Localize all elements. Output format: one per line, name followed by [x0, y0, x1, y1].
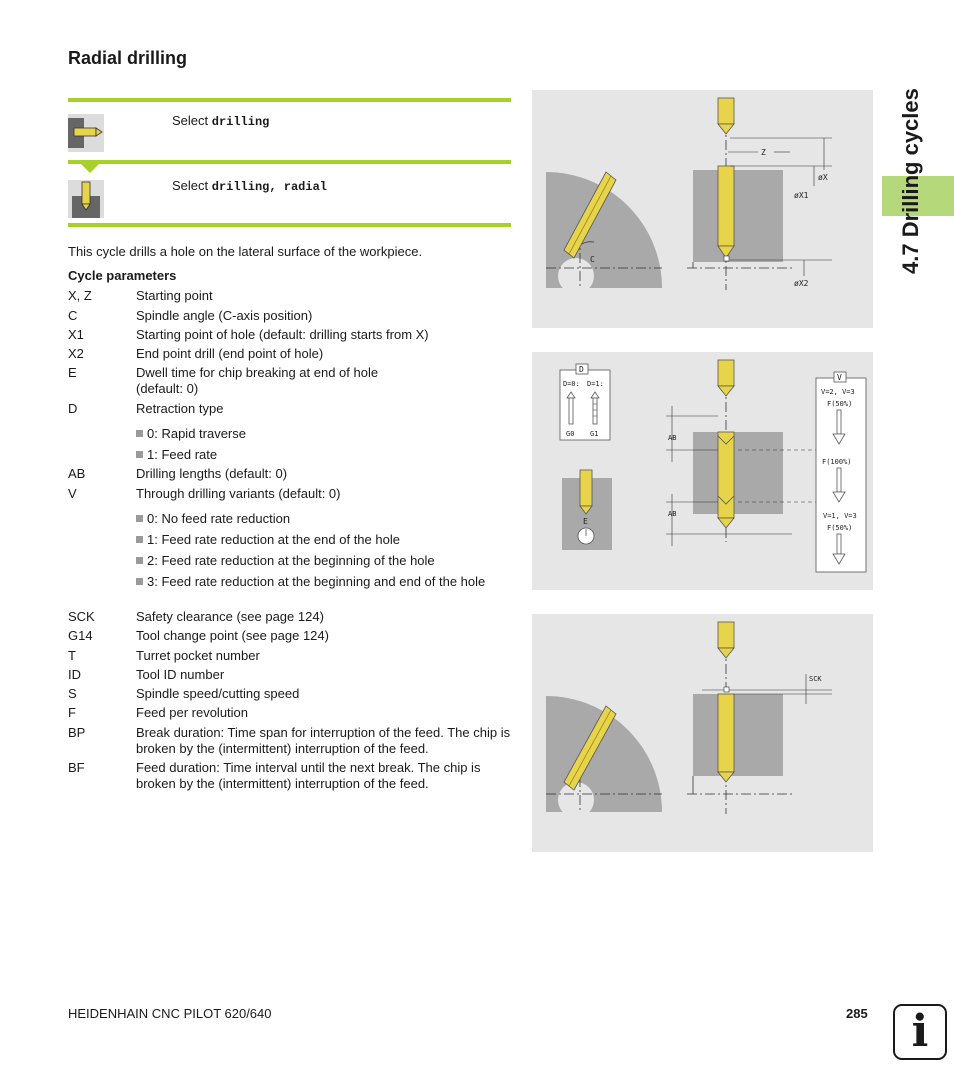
menu-step-2-prefix: Select: [172, 178, 212, 193]
dimension-x-label: øX: [818, 173, 828, 182]
param-desc: Spindle speed/cutting speed: [136, 686, 300, 701]
bullet-square-icon: [136, 430, 143, 437]
param-desc: Dwell time for chip breaking at end of hole: [136, 365, 379, 380]
param-name: X2: [68, 346, 84, 361]
option-item: [136, 426, 516, 442]
intro-text: This cycle drills a hole on the lateral surface of the workpiece.: [68, 244, 423, 259]
cycle-parameters-heading: Cycle parameters: [68, 268, 177, 283]
page-title: Radial drilling: [68, 48, 188, 68]
param-name: E: [68, 365, 77, 380]
variants-v-box: V: [837, 373, 842, 382]
menu-step-2: [172, 178, 327, 194]
param-name: V: [68, 486, 77, 501]
menu-step-1-prefix: Select: [172, 113, 212, 128]
v13-label: V=1, V=3: [823, 512, 857, 520]
menu-step-1: [172, 113, 269, 129]
option-item: [136, 532, 516, 548]
param-desc: Feed duration: Time interval until the next break. The chip is broken by the (intermittent) interruption of the feed.: [136, 760, 481, 791]
param-desc: Tool ID number: [136, 667, 225, 682]
drilling-length-ab-label: AB: [668, 510, 677, 518]
menu-top-divider: [68, 98, 511, 102]
v23-label: V=2, V=3: [821, 388, 855, 396]
menu-arrow-icon: [80, 162, 100, 180]
bullet-square-icon: [136, 451, 143, 458]
param-name: G14: [68, 628, 93, 643]
option-text: 1: Feed rate: [147, 447, 218, 462]
f50-label: F(50%): [827, 524, 853, 532]
bullet-square-icon: [136, 557, 143, 564]
g1-label: G1: [590, 430, 599, 438]
param-name: C: [68, 308, 78, 323]
option-item: [136, 511, 516, 527]
bullet-square-icon: [136, 536, 143, 543]
drilling-length-ab-label: AB: [668, 434, 677, 442]
dwell-e-label: E: [583, 517, 588, 526]
menu-bottom-divider: [68, 223, 511, 227]
param-name: F: [68, 705, 76, 720]
retraction-type-d-box: D: [579, 365, 584, 374]
param-name: S: [68, 686, 77, 701]
section-tab-label: [898, 184, 938, 274]
param-desc: Through drilling variants (default: 0): [136, 486, 341, 501]
param-name: X, Z: [68, 288, 92, 303]
option-item: [136, 553, 516, 569]
page-number: 285: [846, 1006, 868, 1021]
dimension-x1-label: øX1: [794, 191, 809, 200]
param-name: BF: [68, 760, 85, 775]
param-desc-line2: (default: 0): [136, 381, 199, 396]
param-desc: Retraction type: [136, 401, 224, 416]
info-glyph: i: [911, 1006, 929, 1057]
param-desc: Starting point of hole (default: drilling starts from X): [136, 327, 429, 342]
info-icon: [893, 1004, 947, 1060]
menu-step-1-command: drilling: [211, 115, 270, 129]
option-text: 0: Rapid traverse: [147, 426, 246, 441]
param-name: ID: [68, 667, 81, 682]
param-desc: Turret pocket number: [136, 648, 260, 663]
bullet-square-icon: [136, 578, 143, 585]
param-desc: Drilling lengths (default: 0): [136, 466, 288, 481]
param-desc: Safety clearance (see page 124): [136, 609, 324, 624]
param-name: X1: [68, 327, 84, 342]
safety-clearance-sck-label: SCK: [809, 675, 822, 683]
param-desc: End point drill (end point of hole): [136, 346, 324, 361]
param-desc: Break duration: Time span for interruption of the feed. The chip is broken by the (intermittent) interruption of the feed.: [136, 725, 511, 756]
param-name: AB: [68, 466, 86, 481]
menu-mid-divider: [68, 160, 511, 164]
drilling-radial-menu-icon[interactable]: [68, 180, 104, 218]
diagram-retraction-and-variants: [532, 352, 873, 590]
footer-manual-name: HEIDENHAIN CNC PILOT 620/640: [68, 1006, 272, 1021]
param-name: BP: [68, 725, 86, 740]
param-name: D: [68, 401, 78, 416]
diagram-radial-drilling-geometry: [532, 90, 873, 328]
param-desc: Feed per revolution: [136, 705, 249, 720]
dimension-z-label: Z: [761, 148, 766, 157]
option-text: 2: Feed rate reduction at the beginning of the hole: [147, 553, 435, 568]
option-item: [136, 447, 516, 463]
menu-step-2-command: drilling, radial: [211, 180, 327, 194]
option-item: [136, 574, 516, 590]
g0-label: G0: [566, 430, 575, 438]
angle-c-label: C: [590, 255, 595, 264]
option-text: 3: Feed rate reduction at the beginning and end of the hole: [147, 574, 486, 589]
param-desc: Spindle angle (C-axis position): [136, 308, 313, 323]
f100-label: F(100%): [822, 458, 852, 466]
param-name: SCK: [68, 609, 95, 624]
d1-label: D=1:: [587, 380, 604, 388]
param-name: T: [68, 648, 76, 663]
diagram-safety-clearance: [532, 614, 873, 852]
param-desc: Starting point: [136, 288, 213, 303]
param-desc: Tool change point (see page 124): [136, 628, 329, 643]
d0-label: D=0:: [563, 380, 580, 388]
dimension-x2-label: øX2: [794, 279, 809, 288]
bullet-square-icon: [136, 515, 143, 522]
f50-label: F(50%): [827, 400, 853, 408]
option-text: 0: No feed rate reduction: [147, 511, 291, 526]
drilling-menu-icon[interactable]: [68, 114, 104, 152]
option-text: 1: Feed rate reduction at the end of the hole: [147, 532, 400, 547]
